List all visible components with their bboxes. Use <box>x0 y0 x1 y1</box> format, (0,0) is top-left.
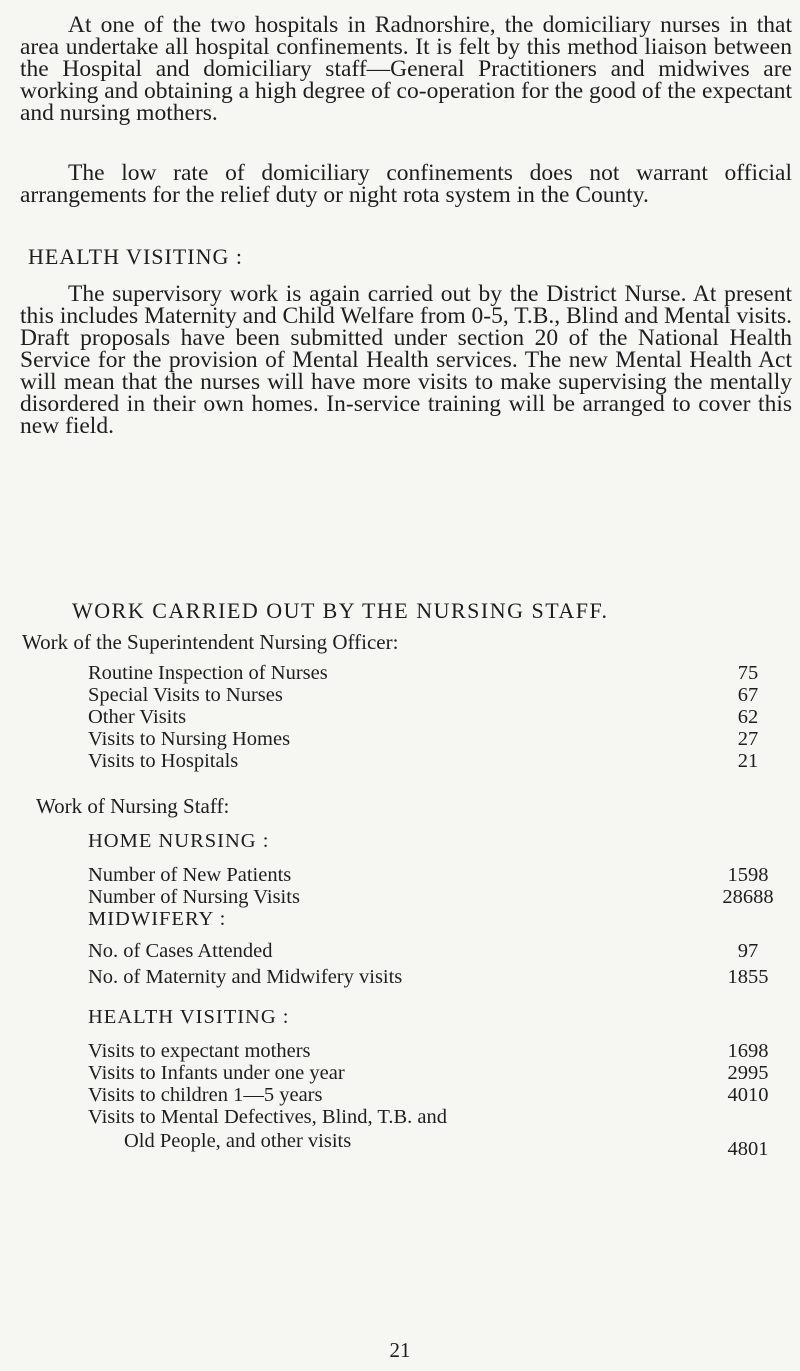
list-item <box>88 662 778 684</box>
list-item-label: Number of Nursing Visits <box>88 886 300 908</box>
list-item-label: Old People, and other visits <box>124 1130 352 1152</box>
list-item-value: 4010 <box>727 1084 769 1106</box>
heading-home-nursing: HOME NURSING : <box>88 830 270 852</box>
list-item-label: Special Visits to Nurses <box>88 684 283 706</box>
paragraph-low-rate: The low rate of domiciliary confinements does not warrant official arrangements for the relief duty or night rota system in the County. <box>20 160 792 208</box>
list-item-label: Visits to Mental Defectives, Blind, T.B. and <box>88 1106 447 1128</box>
list-item-label: Visits to children 1—5 years <box>88 1084 323 1106</box>
list-item-label: Visits to Hospitals <box>88 750 239 772</box>
list-item-label: No. of Cases Attended <box>88 940 273 962</box>
list-item-label: Visits to expectant mothers <box>88 1040 311 1062</box>
heading-health-visiting: HEALTH VISITING : <box>28 244 243 269</box>
list-item-value: 62 <box>737 706 759 728</box>
list-item <box>88 864 778 886</box>
list-item <box>88 706 778 728</box>
list-item-label: Routine Inspection of Nurses <box>88 662 328 684</box>
list-item <box>88 750 778 772</box>
list-item-label: Visits to Infants under one year <box>88 1062 345 1084</box>
list-item-label: No. of Maternity and Midwifery visits <box>88 966 403 988</box>
list-item-value: 21 <box>737 750 759 772</box>
list-item <box>88 966 778 988</box>
list-item-value: 1698 <box>727 1040 769 1062</box>
list-item-value: 1598 <box>727 864 769 886</box>
label-nursing-staff-work: Work of Nursing Staff: <box>36 794 230 818</box>
list-item-label: Other Visits <box>88 706 187 728</box>
list-item <box>88 684 778 706</box>
paragraph-supervisory-work: The supervisory work is again carried out by the District Nurse. At present this includes Maternity and Child Welfare from 0-5, T.B., Blind and Mental visits. Draft proposals have been submitted under section 20 of the National Health Service for the provision of Mental Health services. The new Mental Health Act will mean that the nurses will have more visits to make supervising the mentally disordered in their own homes. In-service training will be arranged to cover this new field. <box>20 281 792 439</box>
list-item-value: 67 <box>737 684 759 706</box>
list-item-label: Visits to Nursing Homes <box>88 728 291 750</box>
paragraph-hospital-confinements: At one of the two hospitals in Radnorshire, the domiciliary nurses in that area undertake all hospital confinements. It is felt by this method liaison between the Hospital and domiciliary staff—General Practitioners and midwives are working and obtaining a high degree of co-operation for the good of the expectant and nursing mothers. <box>20 12 792 126</box>
list-item <box>88 940 778 962</box>
heading-work-carried-out: WORK CARRIED OUT BY THE NURSING STAFF. <box>72 598 609 623</box>
list-item <box>88 728 778 750</box>
label-superintendent-work: Work of the Superintendent Nursing Officer: <box>22 630 399 654</box>
list-item <box>124 1130 778 1160</box>
list-item-value: 28688 <box>722 886 774 908</box>
heading-midwifery: MIDWIFERY : <box>88 908 227 930</box>
list-item-value: 4801 <box>727 1138 769 1160</box>
list-item-value: 27 <box>737 728 759 750</box>
page-number: 21 <box>389 1338 411 1362</box>
list-item-value: 75 <box>737 662 759 684</box>
list-item <box>88 1084 778 1106</box>
list-item-label: Number of New Patients <box>88 864 292 886</box>
list-item-value: 1855 <box>727 966 769 988</box>
list-item <box>88 1106 778 1128</box>
list-item-value: 2995 <box>727 1062 769 1084</box>
list-item <box>88 886 778 908</box>
list-item-value: 97 <box>737 940 759 962</box>
list-item <box>88 1040 778 1062</box>
list-item <box>88 1062 778 1084</box>
heading-health-visiting-table: HEALTH VISITING : <box>88 1006 290 1028</box>
